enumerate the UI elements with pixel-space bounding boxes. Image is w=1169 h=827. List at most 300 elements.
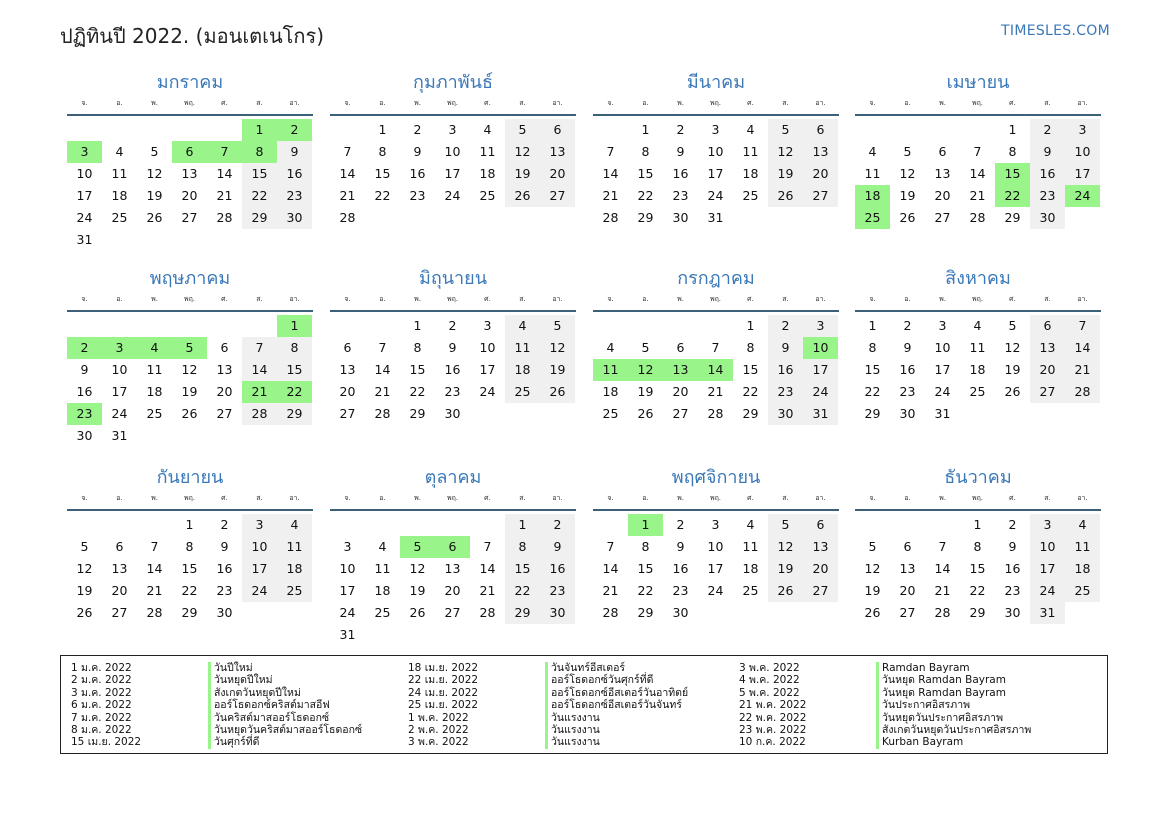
empty-day-cell (277, 229, 312, 251)
day-cell: 28 (602, 605, 619, 620)
empty-day-cell (172, 425, 207, 447)
day-cell: 3 (448, 122, 457, 137)
day-cell: 30 (1004, 605, 1021, 620)
weekday-label: ส. (782, 494, 789, 502)
day-cell: 5 (768, 514, 803, 536)
holiday-row (71, 687, 362, 699)
week-row (593, 359, 839, 381)
week-row (855, 381, 1101, 403)
day-cell: 6 (172, 141, 207, 163)
day-cell: 27 (1030, 381, 1065, 403)
weekday-label: ส. (782, 295, 789, 303)
day-cell: 14 (1065, 337, 1100, 359)
holiday-row (408, 662, 688, 674)
day-cell: 25 (742, 583, 759, 598)
empty-day-cell (1065, 602, 1100, 624)
week-row (67, 185, 313, 207)
day-cell: 27 (803, 580, 838, 602)
day-cell: 9 (903, 340, 912, 355)
week-row (67, 381, 313, 403)
holiday-name: วันจันทร์อีสเตอร์ (545, 662, 625, 674)
empty-day-cell (733, 602, 768, 624)
holiday-date: 3 พ.ค. 2022 (408, 736, 469, 749)
weekday-header (330, 96, 576, 116)
day-cell: 20 (111, 583, 128, 598)
day-cell: 29 (505, 602, 540, 624)
day-cell: 10 (444, 144, 461, 159)
day-cell: 16 (409, 166, 426, 181)
weekday-label: ส. (1044, 99, 1051, 107)
empty-day-cell (768, 602, 803, 624)
month-block (67, 465, 313, 624)
day-cell: 6 (220, 340, 229, 355)
day-cell: 23 (768, 381, 803, 403)
day-cell: 14 (602, 166, 619, 181)
month-block (593, 266, 839, 425)
day-cell: 22 (505, 580, 540, 602)
week-row (330, 624, 576, 646)
day-cell: 14 (602, 561, 619, 576)
day-cell: 13 (934, 166, 951, 181)
empty-day-cell (435, 624, 470, 646)
weekday-label: อ. (116, 99, 123, 107)
holiday-name: Kurban Bayram (876, 736, 963, 748)
day-cell: 26 (768, 580, 803, 602)
day-cell: 5 (80, 539, 89, 554)
day-cell: 22 (409, 384, 426, 399)
weekday-label: พ. (151, 99, 158, 107)
empty-day-cell (102, 514, 137, 536)
month-block (855, 465, 1101, 624)
day-cell: 6 (1030, 315, 1065, 337)
weekday-label: ศ. (484, 99, 491, 107)
day-cell: 1 (242, 119, 277, 141)
day-cell: 3 (1030, 514, 1065, 536)
week-row (67, 141, 313, 163)
day-cell: 7 (242, 337, 277, 359)
day-cell: 13 (803, 536, 838, 558)
holiday-name: ออร์โธดอกซ์อีสเตอร์วันอาทิตย์ (545, 687, 688, 699)
day-cell: 20 (339, 384, 356, 399)
day-cell: 4 (277, 514, 312, 536)
day-cell: 23 (1004, 583, 1021, 598)
weekday-label: ศ. (221, 99, 228, 107)
day-cell: 7 (711, 340, 720, 355)
day-cell: 27 (111, 605, 128, 620)
day-cell: 29 (242, 207, 277, 229)
day-cell: 9 (768, 337, 803, 359)
day-cell: 26 (768, 185, 803, 207)
week-row (593, 514, 839, 536)
empty-day-cell (242, 229, 277, 251)
day-cell: 20 (934, 188, 951, 203)
month-name: สิงหาคม (945, 268, 1011, 289)
holiday-row (739, 724, 1031, 736)
day-cell: 28 (479, 605, 496, 620)
holiday-date: 10 ก.ค. 2022 (739, 736, 806, 749)
day-cell: 27 (803, 185, 838, 207)
week-row (330, 185, 576, 207)
holiday-row (408, 712, 688, 724)
empty-day-cell (207, 229, 242, 251)
day-cell: 1 (505, 514, 540, 536)
day-cell: 10 (1030, 536, 1065, 558)
empty-day-cell (593, 315, 628, 337)
week-row (67, 359, 313, 381)
day-cell: 18 (1065, 558, 1100, 580)
holiday-date: 8 ม.ค. 2022 (71, 723, 132, 736)
day-cell: 20 (803, 163, 838, 185)
day-cell: 22 (181, 583, 198, 598)
weekday-label: ศ. (484, 295, 491, 303)
day-cell: 5 (868, 539, 877, 554)
day-cell: 17 (803, 359, 838, 381)
empty-day-cell (593, 119, 628, 141)
day-cell: 23 (67, 403, 102, 425)
weekday-label: อา. (1077, 99, 1088, 107)
day-cell: 2 (277, 119, 312, 141)
weekday-header (330, 491, 576, 511)
week-row (67, 119, 313, 141)
holiday-name: วันหยุด Ramdan Bayram (876, 674, 1006, 686)
month-block (593, 465, 839, 624)
day-cell: 7 (150, 539, 159, 554)
weekday-label: อ. (116, 295, 123, 303)
day-cell: 26 (181, 406, 198, 421)
empty-day-cell (365, 514, 400, 536)
day-cell: 27 (216, 406, 233, 421)
day-cell: 13 (444, 561, 461, 576)
day-cell: 24 (803, 381, 838, 403)
weekday-label: อา. (552, 494, 563, 502)
weekday-header (855, 96, 1101, 116)
day-cell: 24 (76, 210, 93, 225)
empty-day-cell (400, 624, 435, 646)
day-cell: 7 (938, 539, 947, 554)
day-cell: 30 (540, 602, 575, 624)
empty-day-cell (1065, 403, 1100, 425)
week-row (593, 119, 839, 141)
week-row (330, 536, 576, 558)
weekday-label: จ. (81, 494, 88, 502)
holiday-date: 3 พ.ค. 2022 (739, 662, 800, 674)
empty-day-cell (172, 229, 207, 251)
day-cell: 20 (540, 163, 575, 185)
day-cell: 15 (995, 163, 1030, 185)
empty-day-cell (242, 602, 277, 624)
holiday-date: 1 ม.ค. 2022 (71, 662, 132, 674)
weekday-label: พฤ. (183, 494, 196, 502)
holiday-name: วันหยุดวันประกาศอิสรภาพ (876, 712, 1003, 724)
week-row (67, 514, 313, 536)
day-cell: 31 (111, 428, 128, 443)
day-cell: 2 (676, 122, 685, 137)
day-cell: 6 (540, 119, 575, 141)
weekday-label: จ. (607, 99, 614, 107)
day-cell: 8 (413, 340, 422, 355)
weekday-label: อ. (904, 99, 911, 107)
holiday-date: 21 พ.ค. 2022 (739, 699, 807, 712)
day-cell: 3 (67, 141, 102, 163)
day-cell: 8 (242, 141, 277, 163)
day-cell: 12 (181, 362, 198, 377)
day-cell: 17 (242, 558, 277, 580)
week-row (330, 163, 576, 185)
weekday-label: ส. (256, 494, 263, 502)
day-cell: 19 (181, 384, 198, 399)
day-cell: 12 (409, 561, 426, 576)
weekday-label: พ. (151, 494, 158, 502)
day-cell: 3 (242, 514, 277, 536)
holiday-name: ออร์โธดอกซ์คริสต์มาสอีฟ (208, 699, 330, 711)
day-cell: 16 (899, 362, 916, 377)
empty-day-cell (400, 207, 435, 229)
week-row (593, 558, 839, 580)
day-cell: 18 (742, 166, 759, 181)
day-cell: 30 (1030, 207, 1065, 229)
day-cell: 5 (150, 144, 159, 159)
week-row (593, 337, 839, 359)
empty-day-cell (207, 315, 242, 337)
empty-day-cell (470, 624, 505, 646)
weekday-label: พ. (677, 295, 684, 303)
weekday-label: พฤ. (446, 494, 459, 502)
day-cell: 5 (172, 337, 207, 359)
day-cell: 30 (76, 428, 93, 443)
weekday-label: อ. (642, 295, 649, 303)
day-cell: 8 (277, 337, 312, 359)
day-cell: 29 (742, 406, 759, 421)
weekday-label: อ. (116, 494, 123, 502)
weekday-header (67, 491, 313, 511)
day-cell: 4 (137, 337, 172, 359)
month-block (330, 465, 576, 646)
day-cell: 23 (672, 188, 689, 203)
holiday-name: วันหยุดวันคริสต์มาสออร์โธดอกซ์ (208, 724, 362, 736)
holiday-date: 22 เม.ย. 2022 (408, 674, 479, 687)
holiday-row (739, 674, 1031, 686)
weekday-label: อา. (1077, 494, 1088, 502)
day-cell: 30 (768, 403, 803, 425)
day-cell: 5 (1008, 318, 1017, 333)
day-cell: 3 (1065, 119, 1100, 141)
empty-day-cell (435, 514, 470, 536)
holiday-name: วันหยุด Ramdan Bayram (876, 687, 1006, 699)
empty-day-cell (855, 514, 890, 536)
day-cell: 10 (1065, 141, 1100, 163)
month-block (593, 70, 839, 229)
weekday-label: พฤ. (709, 99, 722, 107)
empty-day-cell (505, 207, 540, 229)
day-cell: 23 (540, 580, 575, 602)
holiday-name: วันแรงงาน (545, 712, 600, 724)
weekday-label: อา. (552, 99, 563, 107)
day-cell: 13 (339, 362, 356, 377)
holiday-row (739, 662, 1031, 674)
week-row (330, 359, 576, 381)
day-cell: 26 (76, 605, 93, 620)
day-cell: 25 (969, 384, 986, 399)
month-name: กันยายน (156, 467, 224, 488)
week-row (855, 558, 1101, 580)
week-row (67, 337, 313, 359)
empty-day-cell (733, 207, 768, 229)
day-cell: 15 (242, 163, 277, 185)
day-cell: 26 (637, 406, 654, 421)
day-cell: 18 (111, 188, 128, 203)
weekday-label: อา. (552, 295, 563, 303)
day-cell: 3 (803, 315, 838, 337)
empty-day-cell (960, 403, 995, 425)
week-row (855, 119, 1101, 141)
week-row (593, 403, 839, 425)
week-row (593, 207, 839, 229)
day-cell: 1 (868, 318, 877, 333)
day-cell: 22 (374, 188, 391, 203)
week-row (593, 315, 839, 337)
holiday-row (739, 736, 1031, 748)
week-row (330, 315, 576, 337)
day-cell: 11 (593, 359, 628, 381)
empty-day-cell (663, 315, 698, 337)
empty-day-cell (890, 514, 925, 536)
weekday-label: พฤ. (183, 295, 196, 303)
weekday-label: พ. (677, 99, 684, 107)
day-cell: 31 (339, 627, 356, 642)
weekday-label: พฤ. (446, 99, 459, 107)
day-cell: 26 (146, 210, 163, 225)
weekday-label: ศ. (221, 494, 228, 502)
holiday-name: Ramdan Bayram (876, 662, 970, 674)
empty-day-cell (470, 207, 505, 229)
month-block (67, 70, 313, 251)
day-cell: 6 (803, 119, 838, 141)
weekday-header (855, 292, 1101, 312)
weekday-label: อา. (289, 99, 300, 107)
day-cell: 15 (637, 166, 654, 181)
day-cell: 30 (672, 210, 689, 225)
day-cell: 18 (374, 583, 391, 598)
day-cell: 26 (505, 185, 540, 207)
holiday-row (408, 687, 688, 699)
day-cell: 11 (742, 539, 759, 554)
day-cell: 29 (181, 605, 198, 620)
day-cell: 17 (339, 583, 356, 598)
day-cell: 14 (146, 561, 163, 576)
day-cell: 28 (146, 605, 163, 620)
day-cell: 9 (220, 539, 229, 554)
holiday-row (739, 712, 1031, 724)
day-cell: 3 (938, 318, 947, 333)
site-name[interactable]: TIMESLES.COM (1001, 23, 1110, 39)
weekday-label: อา. (815, 295, 826, 303)
day-cell: 27 (339, 406, 356, 421)
holiday-date: 22 พ.ค. 2022 (739, 711, 807, 724)
weekday-label: จ. (869, 494, 876, 502)
day-cell: 23 (1030, 185, 1065, 207)
day-cell: 7 (1065, 315, 1100, 337)
holiday-date: 15 เม.ย. 2022 (71, 736, 142, 749)
month-block (855, 70, 1101, 229)
holiday-date: 7 ม.ค. 2022 (71, 711, 132, 724)
weekday-label: ส. (256, 295, 263, 303)
empty-day-cell (242, 315, 277, 337)
holiday-row (408, 736, 688, 748)
week-row (855, 163, 1101, 185)
day-cell: 27 (899, 605, 916, 620)
day-cell: 3 (711, 122, 720, 137)
holiday-row (71, 712, 362, 724)
day-cell: 28 (934, 605, 951, 620)
weekday-label: พฤ. (446, 295, 459, 303)
day-cell: 23 (409, 188, 426, 203)
weekday-label: พ. (414, 494, 421, 502)
day-cell: 19 (409, 583, 426, 598)
week-row (67, 536, 313, 558)
month-block (855, 266, 1101, 425)
empty-day-cell (330, 315, 365, 337)
weekday-label: พ. (414, 99, 421, 107)
day-cell: 9 (676, 539, 685, 554)
day-cell: 1 (413, 318, 422, 333)
day-cell: 15 (864, 362, 881, 377)
day-cell: 28 (969, 210, 986, 225)
holiday-column-2 (408, 662, 688, 749)
empty-day-cell (102, 229, 137, 251)
day-cell: 19 (505, 163, 540, 185)
holiday-date: 1 พ.ค. 2022 (408, 711, 469, 724)
weekday-label: พฤ. (971, 99, 984, 107)
day-cell: 5 (768, 119, 803, 141)
day-cell: 12 (76, 561, 93, 576)
day-cell: 11 (479, 144, 496, 159)
day-cell: 18 (855, 185, 890, 207)
day-cell: 21 (1065, 359, 1100, 381)
month-name: ตุลาคม (424, 467, 482, 488)
holiday-name: สังเกตวันหยุดวันประกาศอิสรภาพ (876, 724, 1031, 736)
holiday-row (408, 724, 688, 736)
day-cell: 3 (343, 539, 352, 554)
week-row (67, 558, 313, 580)
day-cell: 20 (899, 583, 916, 598)
weekday-label: พฤ. (709, 494, 722, 502)
day-cell: 24 (479, 384, 496, 399)
week-row (593, 580, 839, 602)
day-cell: 28 (242, 403, 277, 425)
holiday-date: 23 พ.ค. 2022 (739, 723, 807, 736)
day-cell: 22 (277, 381, 312, 403)
day-cell: 7 (207, 141, 242, 163)
empty-day-cell (470, 403, 505, 425)
week-row (855, 403, 1101, 425)
day-cell: 14 (216, 166, 233, 181)
day-cell: 11 (111, 166, 128, 181)
day-cell: 24 (934, 384, 951, 399)
day-cell: 13 (181, 166, 198, 181)
day-cell: 31 (803, 403, 838, 425)
weekday-label: ส. (1044, 494, 1051, 502)
day-cell: 26 (540, 381, 575, 403)
day-cell: 27 (672, 406, 689, 421)
month-name: มกราคม (156, 72, 224, 93)
day-cell: 19 (1004, 362, 1021, 377)
weekday-label: จ. (869, 295, 876, 303)
day-cell: 2 (413, 122, 422, 137)
day-cell: 24 (339, 605, 356, 620)
empty-day-cell (400, 514, 435, 536)
weekday-label: อา. (289, 494, 300, 502)
holiday-row (71, 736, 362, 748)
